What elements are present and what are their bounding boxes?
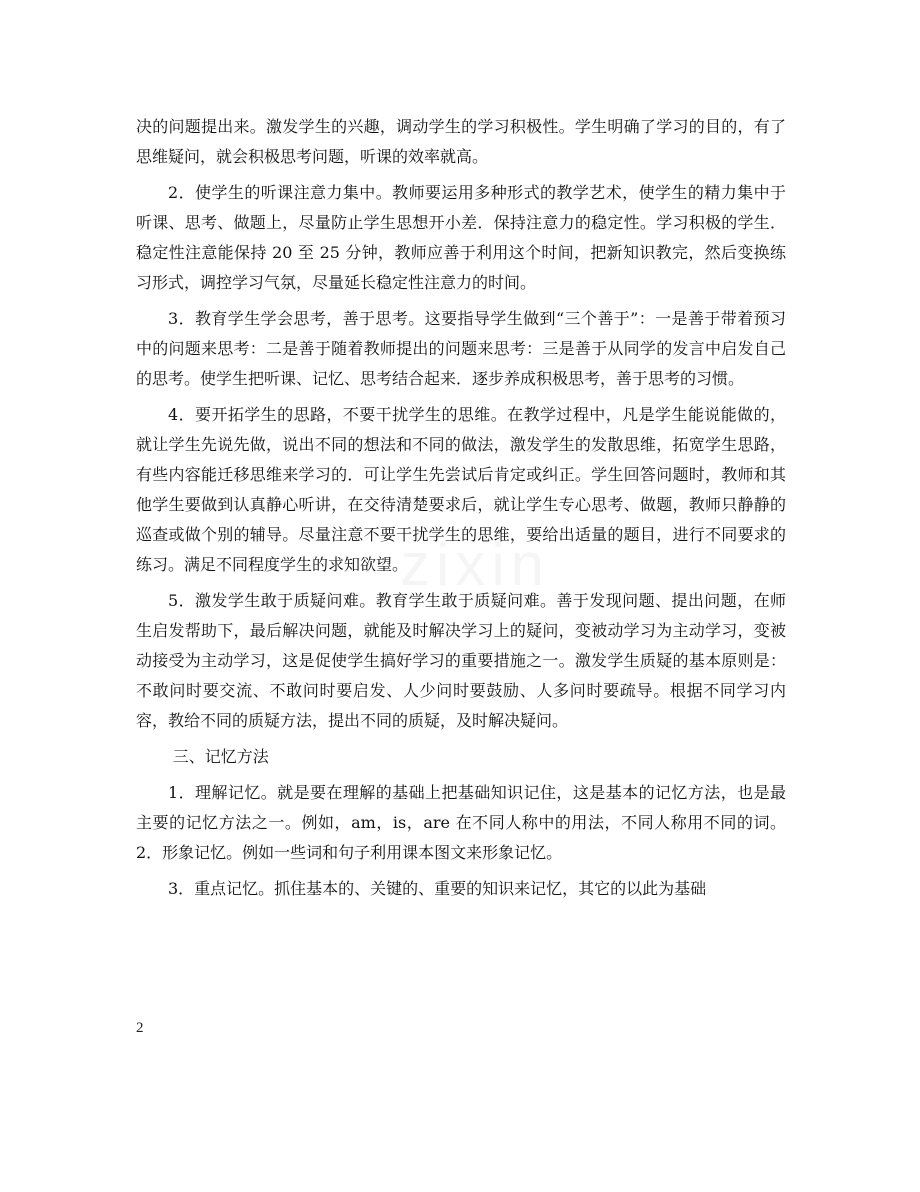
paragraph-2: 2．使学生的听课注意力集中。教师要运用多种形式的教学艺术，使学生的精力集中于听课、思考、做题上，尽量防止学生思想开小差．保持注意力的稳定性。学习积极的学生．稳定性注意能保持 20 至 25 分钟，教师应善于利用这个时间，把新知识教完，然后变换练习形式，调控学习气氛，尽量延长稳定性注意力的时间。	[136, 183, 786, 292]
paragraph-5: 5．激发学生敢于质疑问难。教育学生敢于质疑问难。善于发现问题、提出问题，在师生启发帮助下，最后解决问题，就能及时解决学习上的疑问，变被动学习为主动学习，变被动接受为主动学习，这是促使学生搞好学习的重要措施之一。激发学生质疑的基本原则是：不敢问时要交流、不敢问时要启发、人少问时要鼓励、人多问时要疏导。根据不同学习内容，教给不同的质疑方法，提出不同的质疑，及时解决疑问。	[136, 591, 786, 730]
body-text	[136, 112, 786, 910]
watermark-text: zixin	[400, 531, 551, 598]
page-number: 2	[136, 1020, 144, 1036]
section-heading: 三、记忆方法	[172, 747, 269, 766]
paragraph-4: 4．要开拓学生的思路，不要干扰学生的思维。在教学过程中，凡是学生能说能做的，就让学生先说先做，说出不同的想法和不同的做法，激发学生的发散思维，拓宽学生思路，有些内容能迁移思维来学习的．可让学生先尝试后肯定或纠正。学生回答问题时，教师和其他学生要做到认真静心听讲，在交待清楚要求后，就让学生专心思考、做题，教师只静静的巡查或做个别的辅导。尽量注意不要干扰学生的思维，要给出适量的题目，进行不同要求的练习。满足不同程度学生的求知欲望。	[136, 405, 786, 574]
paragraph-6: 1．理解记忆。就是要在理解的基础上把基础知识记住，这是基本的记忆方法，也是最主要的记忆方法之一。例如，am，is，are 在不同人称中的用法，不同人称用不同的词。2．形象记忆。例如一些词和句子利用课本图文来形象记忆。	[136, 783, 786, 862]
paragraph-1: 决的问题提出来。激发学生的兴趣，调动学生的学习积极性。学生明确了学习的目的，有了思维疑问，就会积极思考问题，听课的效率就高。	[136, 117, 786, 166]
paragraph-7: 3．重点记忆。抓住基本的、关键的、重要的知识来记忆，其它的以此为基础	[168, 879, 707, 898]
paragraph-3: 3．教育学生学会思考，善于思考。这要指导学生做到“三个善于”：一是善于带着预习中的问题来思考：二是善于随着教师提出的问题来思考：三是善于从同学的发言中启发自己的思考。使学生把听课、记忆、思考结合起来．逐步养成积极思考，善于思考的习惯。	[136, 309, 786, 388]
